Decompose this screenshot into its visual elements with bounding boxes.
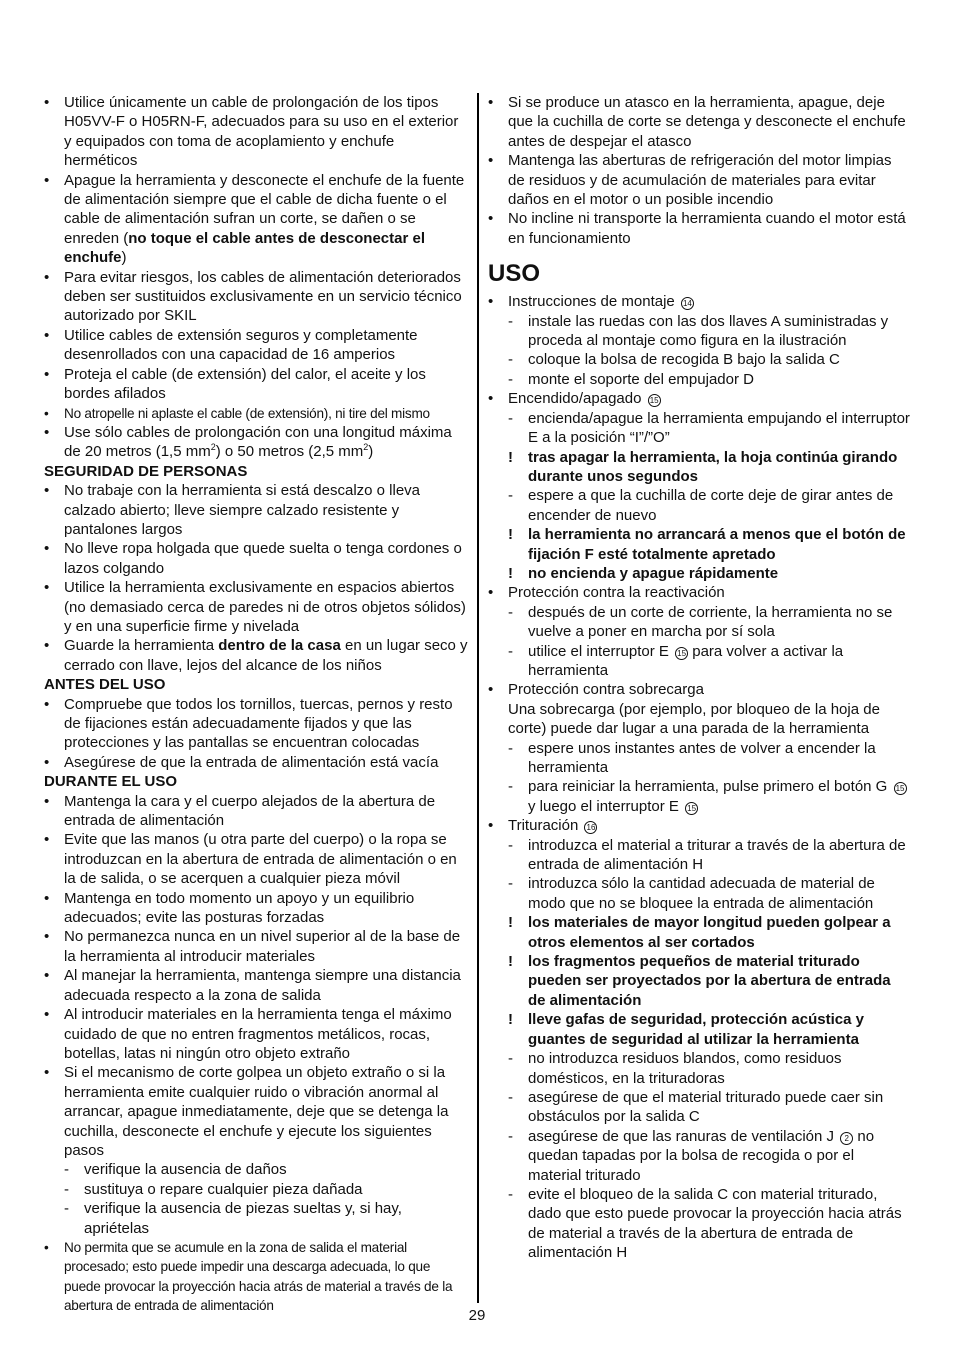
paragraph-text: Protección contra sobrecarga (508, 681, 704, 699)
list-item (44, 927, 468, 966)
paragraph-text: Mantenga la cara y el cuerpo alejados de la abertura de entrada de alimentación (64, 792, 436, 830)
paragraph-text: Evite que las manos (u otra parte del cuerpo) o la ropa se introduzcan en la abertura de entrada de alimentación o en la de salida, o se acerquen a cualquier pieza móvil (64, 831, 457, 888)
list-item (488, 680, 910, 699)
sub-list-item (44, 1160, 468, 1179)
sub-list-item (488, 777, 910, 816)
sub-list-item (488, 874, 910, 913)
sub-list-item (488, 1088, 910, 1127)
paragraph-text: monte el soporte del empujador D (528, 370, 754, 388)
paragraph-text: Apague la herramienta y desconecte el enchufe de la fuente de alimentación siempre que el cable de dicha fuente o el cable de alimentación sufran un corte, se dañen o se enreden ( (64, 171, 465, 247)
section-heading: DURANTE EL USO (44, 773, 178, 791)
paragraph-text: en un lugar seco y cerrado con llave, lejos del alcance de los niños (64, 637, 468, 674)
sub-list-item (488, 312, 910, 351)
figure-ref-icon: 15 (894, 782, 907, 795)
paragraph-text: asegúrese de que las ranuras de ventilación J (528, 1127, 835, 1145)
paragraph-text: no introduzca residuos blandos, como residuos domésticos, en la trituradoras (528, 1050, 842, 1087)
paragraph-text: Para evitar riesgos, los cables de alimentación deteriorados deben ser sustituidos exclusivamente en un servicio técnico autorizado por SKIL (64, 268, 462, 325)
warning-item (488, 564, 910, 583)
paragraph-text: coloque la bolsa de recogida B bajo la salida C (528, 351, 840, 369)
paragraph-text: Si el mecanismo de corte golpea un objeto extraño o si la herramienta emite cualquier ruido o vibración anormal al arrancar, apague inmediatamente, deje que se detenga la cuchilla, desconecte el enchufe y ejecute los siguientes pasos (64, 1064, 449, 1159)
list-item (44, 268, 468, 326)
warning-text: tras apagar la herramienta, la hoja continúa girando durante unos segundos (528, 448, 898, 485)
paragraph-text: espere unos instantes antes de volver a encender la herramienta (528, 739, 876, 776)
paragraph-text: Mantenga en todo momento un apoyo y un equilibrio adecuados; evite las posturas forzadas (64, 889, 415, 927)
sub-list-item (44, 1180, 468, 1199)
paragraph-text: Si se produce un atasco en la herramienta, apague, deje que la cuchilla de corte se detenga y desconecte el enchufe antes de despejar el atasco (508, 94, 906, 150)
list-item (488, 816, 910, 835)
list-item (44, 171, 468, 268)
paragraph-text: introduzca sólo la cantidad adecuada de material de modo que no se bloquee la entrada de alimentación (528, 875, 875, 912)
list-item (488, 209, 910, 248)
paragraph-text: ) o 50 metros (2,5 mm (215, 443, 364, 461)
list-item (44, 1005, 468, 1063)
list-item (44, 966, 468, 1005)
paragraph-text: No permanezca nunca en un nivel superior al de la base de la herramienta al introducir materiales (64, 928, 461, 965)
section-heading: ANTES DEL USO (44, 676, 166, 694)
paragraph-text: Encendido/apagado (508, 390, 642, 408)
sub-list-item (488, 642, 910, 681)
paragraph-text: utilice el interruptor E (528, 642, 669, 660)
paragraph-text: Protección contra la reactivación (508, 584, 725, 602)
list-item (44, 889, 468, 928)
paragraph-text: No lleve ropa holgada que quede suelta o tenga cordones o lazos colgando (64, 540, 462, 577)
warning-item (488, 952, 910, 1010)
section-heading: SEGURIDAD DE PERSONAS (44, 462, 248, 480)
paragraph-text: No atropelle ni aplaste el cable (de extensión), ni tire del mismo (64, 405, 430, 421)
paragraph-text: Mantenga las aberturas de refrigeración del motor limpias de residuos y de acumulación de materiales para evitar daños en el motor o un posible incendio (508, 152, 892, 209)
paragraph-text: no quedan tapadas por la bolsa de recogida o por el material triturado (528, 1127, 875, 1184)
paragraph-text: Utilice la herramienta exclusivamente en espacios abiertos (no demasiado cerca de paredes ni de otros objetos sólidos) y en una superficie firme y nivelada (64, 579, 466, 635)
list-item (44, 93, 468, 171)
list-item (44, 481, 468, 539)
list-item (488, 389, 910, 408)
figure-ref-icon: 14 (681, 297, 694, 310)
right-column (488, 93, 910, 1263)
paragraph-text: Guarde la herramienta (64, 637, 219, 655)
warning-text: lleve gafas de seguridad, protección acústica y guantes de seguridad al utilizar la herramienta (528, 1011, 864, 1048)
paragraph-text: Use sólo cables de prolongación con una longitud máxima de 20 metros (1,5 mm (64, 423, 452, 461)
paragraph-text: Asegúrese de que la entrada de alimentación está vacía (64, 753, 439, 771)
paragraph-text: espere a que la cuchilla de corte deje de girar antes de encender de nuevo (528, 487, 894, 524)
list-item (44, 753, 468, 772)
list-item (44, 695, 468, 753)
sub-list-item (488, 739, 910, 778)
paragraph-text: Compruebe que todos los tornillos, tuercas, pernos y resto de fijaciones están adecuadamente fijados y que las protecciones y las pantallas se encuentran colocadas (64, 695, 453, 752)
paragraph-text: para reiniciar la herramienta, pulse primero el botón G (528, 778, 888, 796)
paragraph-text: Utilice únicamente un cable de prolongación de los tipos H05VV-F o H05RN-F, adecuados para su uso en el exterior y equipados con toma de acoplamiento y enchufe herméticos (64, 94, 459, 170)
sub-list-item (488, 486, 910, 525)
sub-list-item (488, 409, 910, 448)
paragraph-text: encienda/apague la herramienta empujando el interruptor E a la posición “I”/”O” (528, 409, 910, 447)
sub-list-item (488, 603, 910, 642)
paragraph-text: Trituración (508, 817, 579, 835)
sub-list-item (44, 1199, 468, 1238)
section-title-uso: USO (488, 260, 541, 288)
list-item (44, 423, 468, 462)
list-item (44, 792, 468, 831)
list-item (44, 1238, 468, 1316)
paragraph-text: después de un corte de corriente, la herramienta no se vuelve a poner en marcha por sí sola (528, 603, 893, 641)
list-item (44, 539, 468, 578)
superscript: 2 (210, 442, 216, 453)
paragraph-text: ) (368, 443, 374, 461)
warning-item (488, 525, 910, 564)
figure-ref-icon: 15 (675, 647, 688, 660)
paragraph-text: para volver a activar la herramienta (528, 642, 844, 679)
paragraph-text: Al introducir materiales en la herramienta tenga el máximo cuidado de que no entren fragmentos metálicos, rocas, botellas, latas ni ningún otro objeto extraño (64, 1006, 452, 1062)
paragraph-text: No incline ni transporte la herramienta cuando el motor está en funcionamiento (508, 210, 906, 247)
paragraph-text: instale las ruedas con las dos llaves A suministradas y proceda al montaje como figura en la ilustración (528, 312, 889, 350)
figure-ref-icon: 15 (648, 394, 661, 407)
paragraph-text: asegúrese de que el material triturado puede caer sin obstáculos por la salida C (528, 1088, 884, 1126)
list-item (44, 636, 468, 675)
figure-ref-icon: 2 (840, 1132, 853, 1145)
paragraph-text: Instrucciones de montaje (508, 293, 675, 311)
bold-text: dentro de la casa (218, 637, 341, 655)
list-item (488, 93, 910, 151)
paragraph-text: verifique la ausencia de piezas sueltas y, si hay, apriételas (84, 1200, 402, 1237)
list-item (44, 326, 468, 365)
list-item (488, 292, 910, 311)
list-item (488, 151, 910, 209)
superscript: 2 (363, 442, 369, 453)
warning-item (488, 448, 910, 487)
figure-ref-icon: 15 (685, 802, 698, 815)
paragraph-text: No permita que se acumule en la zona de salida el material procesado; esto puede impedir una descarga adecuada, lo que puede provocar la proyección hacia atrás de material a través de la abertura de entrada de alimentación (64, 1239, 453, 1314)
warning-item (488, 1010, 910, 1049)
sub-list-item (488, 370, 910, 389)
sub-list-item (488, 1127, 910, 1185)
paragraph-text: y luego el interruptor E (528, 797, 679, 815)
bold-text: no toque el cable antes de desconectar el enchufe (64, 229, 425, 267)
paragraph-text: Al manejar la herramienta, mantenga siempre una distancia adecuada respecto a la zona de salida (64, 967, 461, 1004)
sub-list-item (488, 1185, 910, 1263)
list-item (44, 404, 468, 423)
paragraph-text: sustituya o repare cualquier pieza dañada (84, 1180, 363, 1198)
left-column (44, 93, 468, 1316)
paragraph-text: ) (121, 249, 127, 267)
list-item (44, 1063, 468, 1160)
paragraph-text: introduzca el material a triturar a través de la abertura de entrada de alimentación H (528, 836, 906, 874)
paragraph-text: verifique la ausencia de daños (84, 1161, 287, 1179)
list-item (44, 578, 468, 636)
page-number: 29 (468, 1307, 486, 1324)
paragraph-text: No trabaje con la herramienta si está descalzo o lleva calzado abierto; lleve siempre calzado resistente y pantalones largos (64, 482, 421, 538)
sub-list-item (488, 350, 910, 369)
paragraph-text: evite el bloqueo de la salida C con material triturado, dado que esto puede provocar la proyección hacia atrás de material a través de la abertura de entrada de alimentación H (528, 1185, 902, 1262)
paragraph-text: Proteja el cable (de extensión) del calor, el aceite y los bordes afilados (64, 365, 426, 403)
list-item (488, 583, 910, 602)
paragraph-text: Utilice cables de extensión seguros y completamente desenrollados con una capacidad de 16 amperios (64, 326, 418, 364)
warning-text: los materiales de mayor longitud pueden golpear a otros elementos al ser cortados (528, 914, 891, 951)
figure-ref-icon: 16 (584, 821, 597, 834)
sub-list-item (488, 1049, 910, 1088)
warning-text: la herramienta no arrancará a menos que el botón de fijación F esté totalmente apretado (528, 526, 906, 563)
warning-text: no encienda y apague rápidamente (528, 564, 779, 582)
paragraph: Una sobrecarga (por ejemplo, por bloqueo de la hoja de corte) puede dar lugar a una parada de la herramienta (508, 700, 880, 738)
list-item (44, 830, 468, 888)
column-divider (477, 93, 479, 1303)
warning-text: los fragmentos pequeños de material triturado pueden ser proyectados por la abertura de entrada de alimentación (528, 953, 891, 1009)
sub-list-item (488, 836, 910, 875)
list-item (44, 365, 468, 404)
warning-item (488, 913, 910, 952)
